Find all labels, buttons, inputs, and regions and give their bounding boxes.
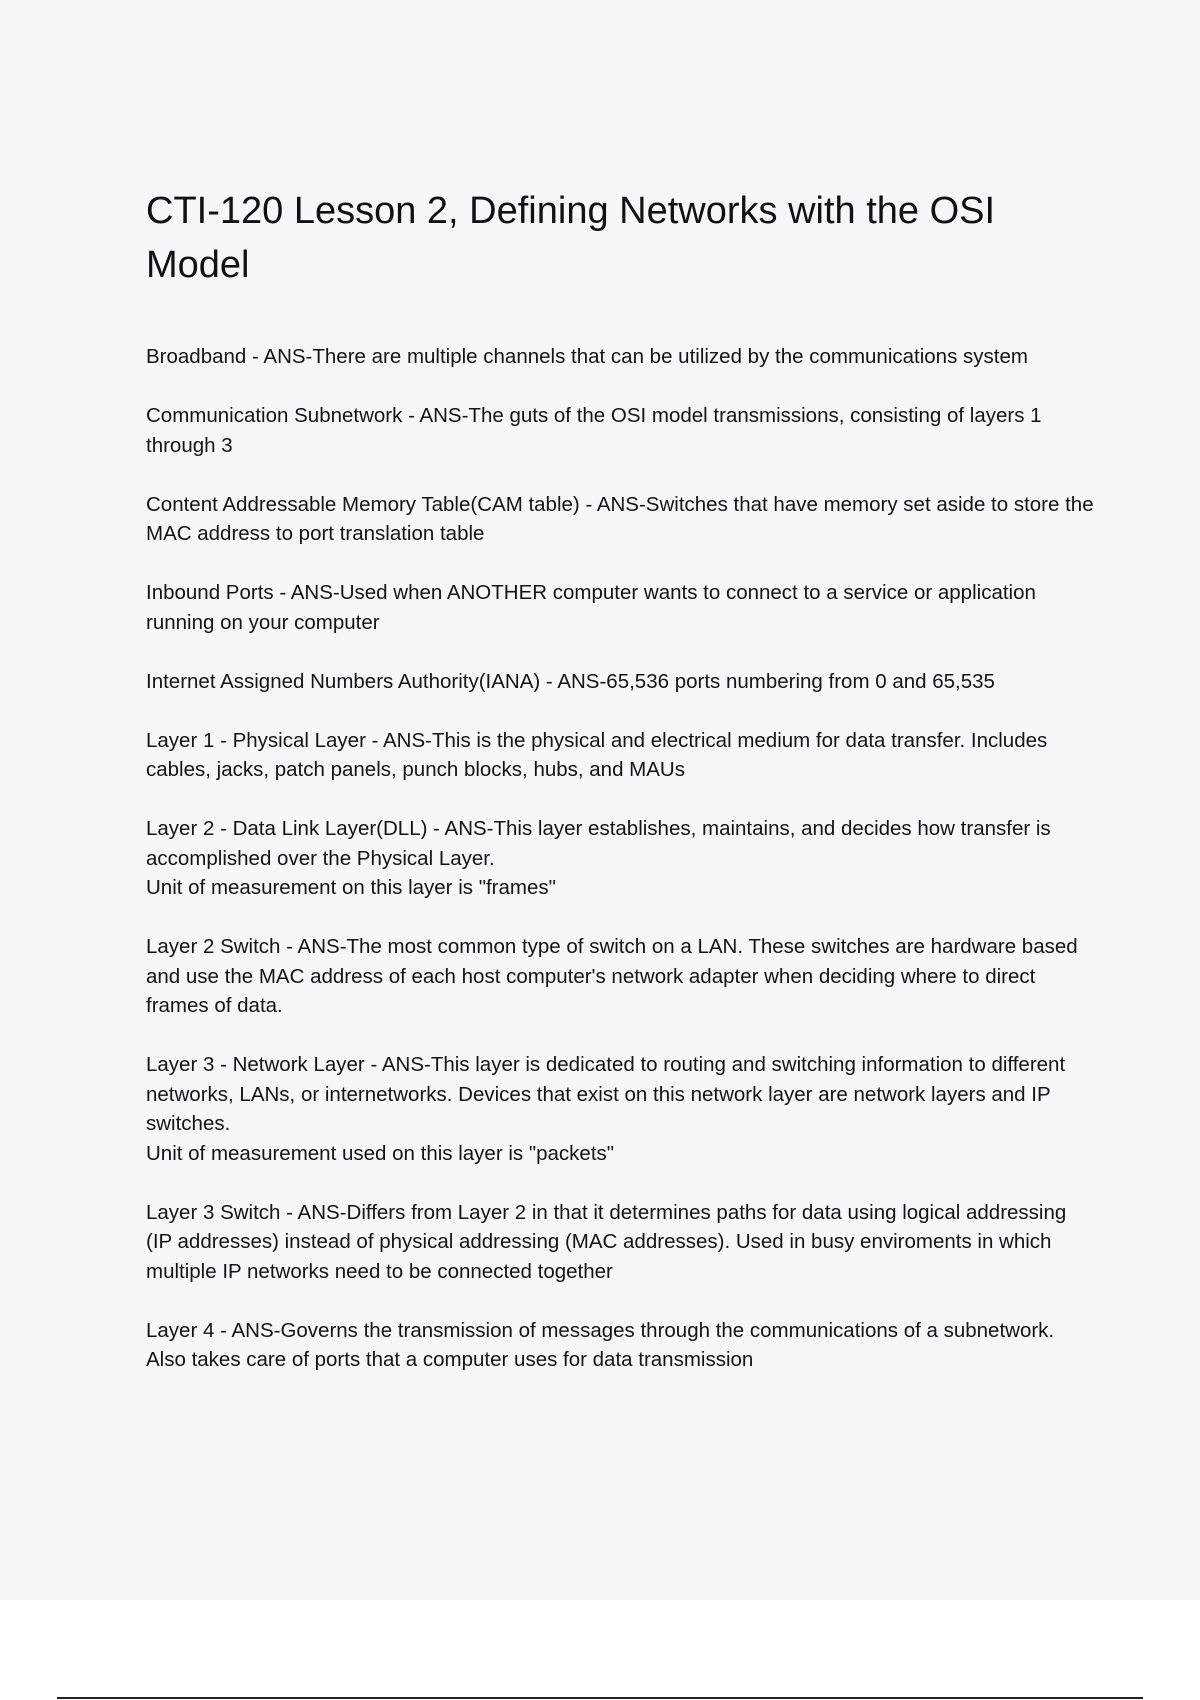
document-title: CTI-120 Lesson 2, Defining Networks with the OSI Model: [146, 190, 996, 286]
glossary-entry-text: Layer 1 - Physical Layer - ANS-This is the physical and electrical medium for data transfer. Includes cables, jacks, patch panels, punch blocks, hubs, and MAUs: [146, 728, 1048, 781]
footer-divider: [57, 1697, 1143, 1699]
glossary-entry-text: Content Addressable Memory Table(CAM table) - ANS-Switches that have memory set aside to store the MAC address to port translation table: [146, 492, 1094, 545]
glossary-entry: [146, 726, 1094, 785]
glossary-list: [146, 342, 1094, 1375]
glossary-entry-text: Layer 4 - ANS-Governs the transmission of messages through the communications of a subnetwork. Also takes care of ports that a computer uses for data transmission: [146, 1318, 1055, 1371]
glossary-entry: [146, 1198, 1094, 1287]
glossary-entry-text: Layer 3 Switch - ANS-Differs from Layer 2 in that it determines paths for data using logical addressing (IP addresses) instead of physical addressing (MAC addresses). Used in busy enviroments in which multiple IP networks need to be connected together: [146, 1200, 1067, 1283]
glossary-entry-text: Inbound Ports - ANS-Used when ANOTHER computer wants to connect to a service or application running on your computer: [146, 581, 1036, 634]
glossary-entry-text: Broadband - ANS-There are multiple channels that can be utilized by the communications system: [146, 345, 1028, 368]
glossary-entry-text: Layer 2 Switch - ANS-The most common type of switch on a LAN. These switches are hardware based and use the MAC address of each host computer's network adapter when deciding where to direct frames of data.: [146, 935, 1078, 1017]
glossary-entry: [146, 401, 1094, 460]
glossary-entry: [146, 667, 1094, 697]
glossary-entry: [146, 490, 1094, 549]
glossary-entry: [146, 814, 1094, 903]
glossary-entry-text: Layer 3 - Network Layer - ANS-This layer is dedicated to routing and switching information to different networks, LANs, or internetworks. Devices that exist on this network layer are network layers and IP switches. Unit of measurement used on this layer is "packets": [146, 1053, 1066, 1165]
document-content: [146, 184, 1094, 1404]
glossary-entry-text: Communication Subnetwork - ANS-The guts of the OSI model transmissions, consisting of layers 1 through 3: [146, 404, 1042, 457]
glossary-entry-text: Internet Assigned Numbers Authority(IANA) - ANS-65,536 ports numbering from 0 and 65,535: [146, 669, 995, 693]
glossary-entry: [146, 932, 1094, 1021]
glossary-entry: [146, 578, 1094, 637]
glossary-entry: [146, 1316, 1094, 1375]
glossary-entry: [146, 1050, 1094, 1168]
glossary-entry-text: Layer 2 - Data Link Layer(DLL) - ANS-This layer establishes, maintains, and decides how transfer is accomplished over the Physical Layer. Unit of measurement on this layer is "frames": [146, 817, 1051, 899]
glossary-entry: [146, 342, 1094, 372]
